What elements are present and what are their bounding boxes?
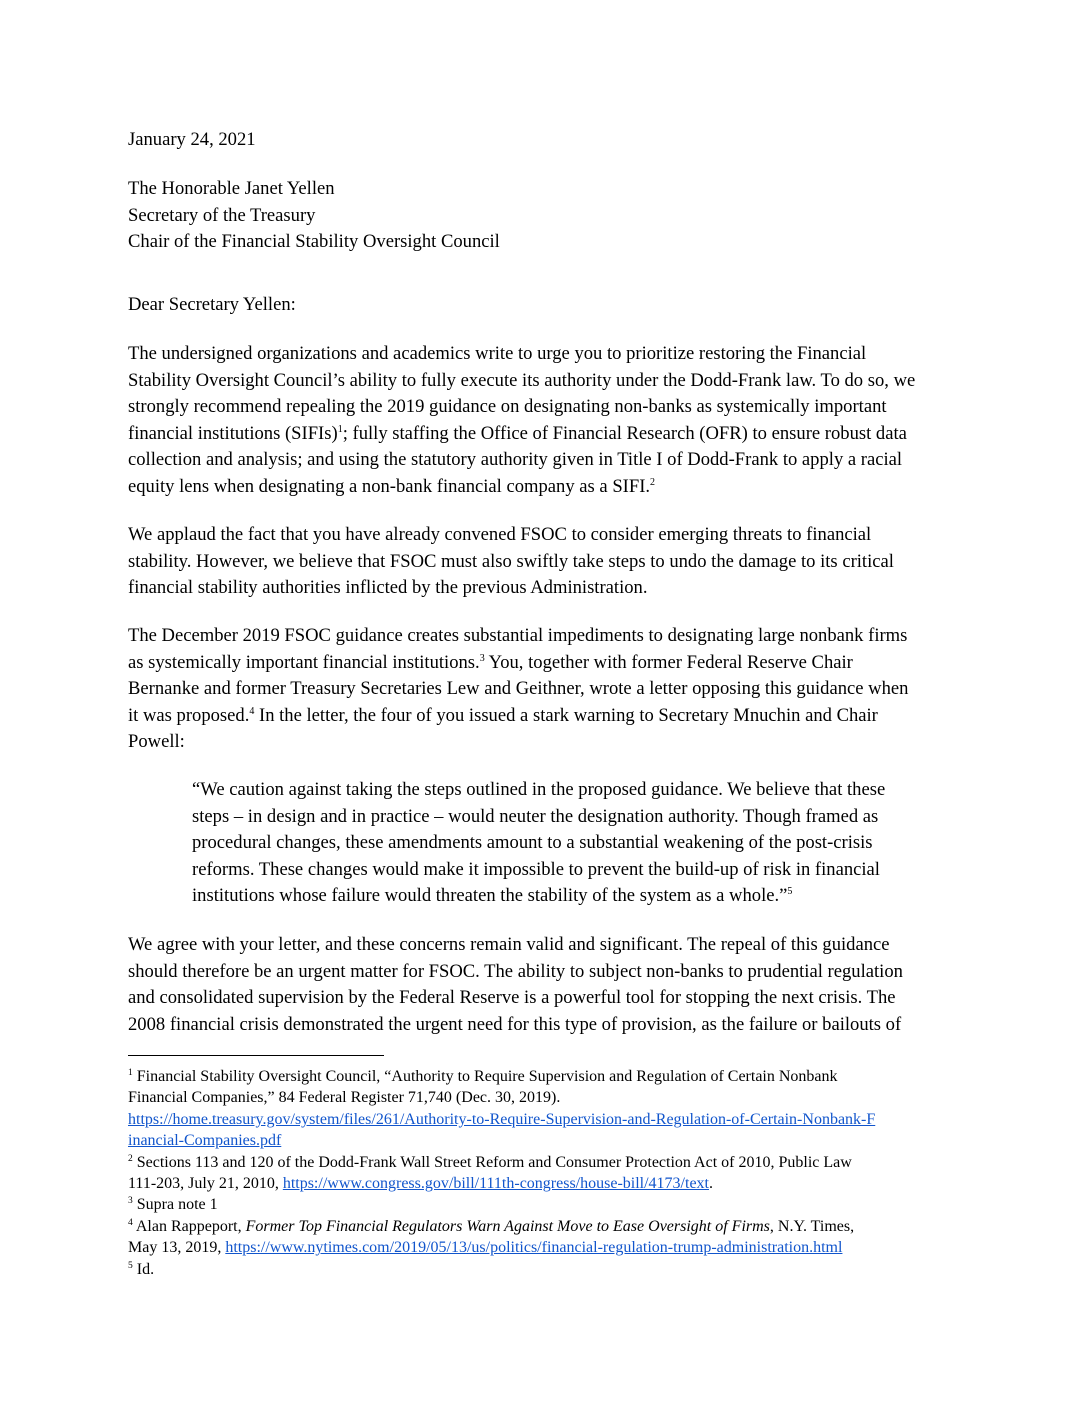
paragraph-1-line: strongly recommend repealing the 2019 guidance on designating non-banks as systemically important — [128, 396, 887, 418]
footnote-5-line — [128, 1259, 960, 1280]
paragraph-1-line — [128, 474, 960, 501]
footnote-1-line — [128, 1109, 960, 1130]
footnote-number: 3 — [128, 1196, 133, 1207]
text-run: Financial Stability Oversight Council, “Authority to Require Supervision and Regulation of Certain Nonbank — [132, 1068, 838, 1085]
paragraph-4-line: We agree with your letter, and these concerns remain valid and significant. The repeal of this guidance — [128, 934, 890, 955]
footnote-number: 5 — [128, 1260, 133, 1271]
congress-link[interactable]: https://www.congress.gov/bill/111th-congress/house-bill/4173/text — [282, 1175, 709, 1193]
paragraph-3 — [128, 623, 960, 756]
footnote-ref-3[interactable]: 3 — [479, 652, 485, 664]
recipient-title: Secretary of the Treasury — [128, 204, 316, 226]
paragraph-1 — [128, 341, 960, 501]
text-run: , N.Y. Times, — [769, 1217, 855, 1235]
footnote-1-line — [128, 1130, 960, 1151]
recipient-name: The Honorable Janet Yellen — [128, 178, 335, 199]
paragraph-1-line: The undersigned organizations and academics write to urge you to prioritize restoring the Financial — [128, 343, 867, 364]
text-run: institutions whose failure would threaten the stability of the system as a whole.” — [192, 885, 788, 907]
recipient-block — [128, 176, 500, 256]
text-run: In the letter, the four of you issued a stark warning to Secretary Mnuchin and Chair — [254, 704, 878, 726]
paragraph-2 — [128, 522, 960, 602]
footnote-number: 4 — [128, 1217, 133, 1228]
text-run: as systemically important financial institutions. — [128, 651, 480, 673]
treasury-link-continued[interactable]: inancial-Companies.pdf — [128, 1132, 282, 1150]
paragraph-1-line: Stability Oversight Council’s ability to fully execute its authority under the Dodd-Frank law. To do so, we — [128, 369, 916, 391]
text-run: You, together with former Federal Reserve Chair — [484, 651, 853, 673]
treasury-link[interactable]: https://home.treasury.gov/system/files/261/Authority-to-Require-Supervision-and-Regulation-of-Certain-Nonbank-F — [128, 1110, 876, 1128]
paragraph-3-line: Bernanke and former Treasury Secretaries Lew and Geithner, wrote a letter opposing this guidance when — [128, 678, 909, 700]
paragraph-4-line: 2008 financial crisis demonstrated the urgent need for this type of provision, as the failure or bailouts of — [128, 1013, 902, 1035]
paragraph-2-line: stability. However, we believe that FSOC must also swiftly take steps to undo the damage to its critical — [128, 550, 894, 572]
text-run: . — [709, 1175, 713, 1193]
quote-line: reforms. These changes would make it impossible to prevent the build-up of risk in financial — [192, 858, 880, 880]
text-run: May 13, 2019, — [128, 1239, 226, 1257]
text-run: ; fully staffing the Office of Financial Research (OFR) to ensure robust data — [342, 422, 907, 444]
text-run: Alan Rappeport, — [132, 1217, 246, 1235]
text-run: Id. — [132, 1260, 155, 1278]
footnote-3 — [128, 1194, 960, 1215]
paragraph-2-line: We applaud the fact that you have already convened FSOC to consider emerging threats to financial — [128, 524, 872, 545]
footnote-ref-2[interactable]: 2 — [650, 476, 656, 488]
footnote-4 — [128, 1216, 960, 1259]
paragraph-1-line — [128, 421, 960, 448]
block-quote — [192, 777, 932, 910]
paragraph-3-line — [128, 650, 960, 677]
article-title: Former Top Financial Regulators Warn Against Move to Ease Oversight of Firms — [245, 1217, 770, 1235]
text-run: 111-203, July 21, 2010, — [128, 1175, 283, 1193]
text-run: equity lens when designating a non-bank financial company as a SIFI. — [128, 475, 651, 497]
paragraph-1-line: collection and analysis; and using the statutory authority given in Title I of Dodd-Frank to apply a racial — [128, 449, 903, 471]
recipient-role: Chair of the Financial Stability Oversight Council — [128, 231, 500, 253]
quote-line: “We caution against taking the steps outlined in the proposed guidance. We believe that these — [192, 779, 886, 800]
footnote-ref-4[interactable]: 4 — [249, 705, 255, 717]
letter-date: January 24, 2021 — [128, 129, 256, 150]
footnote-ref-1[interactable]: 1 — [337, 423, 343, 435]
footnote-ref-5[interactable]: 5 — [787, 886, 793, 898]
paragraph-4 — [128, 932, 960, 1038]
paragraph-4-line: should therefore be an urgent matter for FSOC. The ability to subject non-banks to prudential regulation — [128, 960, 903, 982]
quote-line: procedural changes, these amendments amount to a substantial weakening of the post-crisis — [192, 832, 873, 854]
footnote-3-line — [128, 1194, 960, 1215]
nytimes-link[interactable]: https://www.nytimes.com/2019/05/13/us/politics/financial-regulation-trump-administration.html — [225, 1239, 843, 1257]
paragraph-3-line: The December 2019 FSOC guidance creates substantial impediments to designating large nonbank firms — [128, 625, 908, 646]
footnote-number: 2 — [128, 1153, 133, 1164]
text-run: Supra note 1 — [132, 1196, 218, 1214]
text-run: Sections 113 and 120 of the Dodd-Frank Wall Street Reform and Consumer Protection Act of 2010, Public Law — [132, 1153, 852, 1171]
salutation: Dear Secretary Yellen: — [128, 294, 296, 315]
footnote-5 — [128, 1259, 960, 1280]
footnote-1-line — [128, 1066, 960, 1087]
footnote-4-line — [128, 1237, 960, 1258]
quote-line — [192, 883, 932, 910]
paragraph-2-line: financial stability authorities inflicted by the previous Administration. — [128, 577, 648, 599]
footnote-2-line — [128, 1173, 960, 1194]
text-run: financial institutions (SIFIs) — [128, 422, 338, 444]
footnote-1 — [128, 1066, 960, 1152]
quote-line: steps – in design and in practice – would neuter the designation authority. Though framed as — [192, 805, 879, 827]
paragraph-3-line: Powell: — [128, 731, 185, 753]
footnote-1-line: Financial Companies,” 84 Federal Register 71,740 (Dec. 30, 2019). — [128, 1089, 561, 1107]
footnote-2-line — [128, 1152, 960, 1173]
footnote-4-line — [128, 1216, 960, 1237]
footnote-divider — [128, 1055, 384, 1056]
footnote-2 — [128, 1152, 960, 1195]
paragraph-4-line: and consolidated supervision by the Federal Reserve is a powerful tool for stopping the next crisis. The — [128, 987, 896, 1009]
paragraph-3-line — [128, 703, 960, 730]
footnote-number: 1 — [128, 1068, 133, 1078]
footnotes — [128, 1066, 960, 1280]
text-run: it was proposed. — [128, 704, 250, 726]
